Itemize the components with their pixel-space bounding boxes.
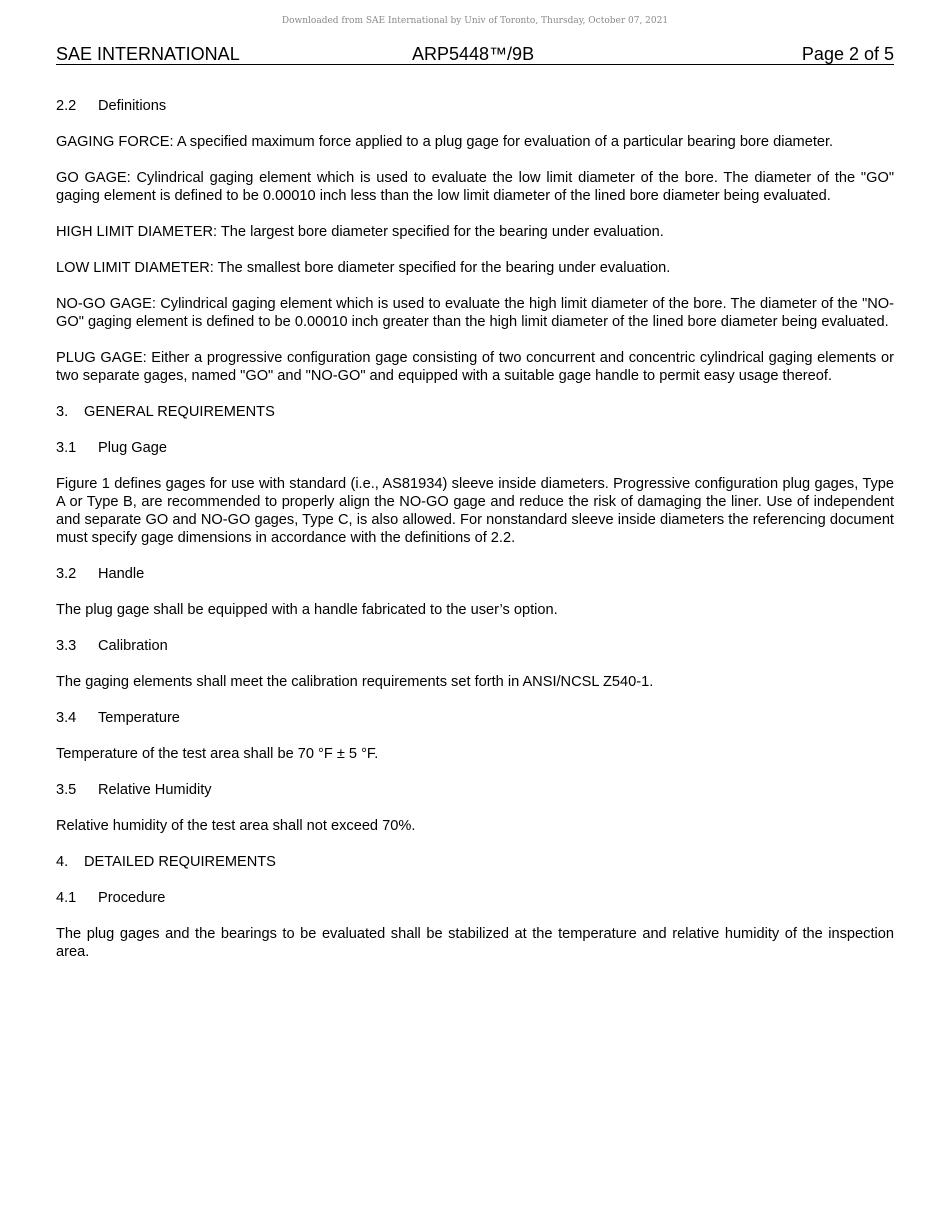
section-heading-4: [56, 853, 894, 871]
section-heading-3-2: [56, 565, 894, 583]
section-3-2-text: The plug gage shall be equipped with a handle fabricated to the user’s option.: [56, 602, 558, 618]
section-title: Plug Gage: [98, 440, 167, 456]
download-watermark: Downloaded from SAE International by Univ of Toronto, Thursday, October 07, 2021: [281, 16, 669, 26]
section-number: 3.: [56, 404, 69, 420]
section-number: 3.4: [56, 710, 77, 726]
header-page-number: Page 2 of 5: [801, 44, 894, 64]
definition-high-limit-diameter: HIGH LIMIT DIAMETER: The largest bore diameter specified for the bearing under evaluation.: [56, 224, 664, 240]
section-heading-3-5: [56, 781, 894, 799]
section-title: Temperature: [98, 710, 180, 726]
section-heading-3-1: [56, 439, 894, 457]
section-title: DETAILED REQUIREMENTS: [84, 854, 276, 870]
section-number: 3.5: [56, 782, 77, 798]
section-title: Procedure: [98, 890, 166, 906]
document-body: [56, 97, 894, 979]
section-number: 3.2: [56, 566, 77, 582]
section-3-4-text: Temperature of the test area shall be 70 °F ± 5 °F.: [56, 746, 379, 762]
section-number: 4.1: [56, 890, 77, 906]
section-heading-2-2: [56, 97, 894, 115]
section-heading-3-4: [56, 709, 894, 727]
section-title: Relative Humidity: [98, 782, 212, 798]
section-title: Handle: [98, 566, 145, 582]
section-number: 2.2: [56, 98, 77, 114]
definition-low-limit-diameter: LOW LIMIT DIAMETER: The smallest bore diameter specified for the bearing under evaluation.: [56, 260, 671, 276]
definition-go-gage: GO GAGE: Cylindrical gaging element which is used to evaluate the low limit diameter of the bore. The diameter of the "GO" gaging element is defined to be 0.00010 inch less than the low limit diameter of the lined bore diameter being evaluated.: [56, 170, 894, 204]
section-heading-4-1: [56, 889, 894, 907]
header-doc-id: ARP5448™/9B: [412, 44, 535, 64]
header-org: SAE INTERNATIONAL: [56, 44, 240, 64]
section-number: 3.3: [56, 638, 77, 654]
section-title: GENERAL REQUIREMENTS: [84, 404, 275, 420]
definition-no-go-gage: NO-GO GAGE: Cylindrical gaging element which is used to evaluate the high limit diameter of the bore. The diameter of the "NO-GO" gaging element is defined to be 0.00010 inch greater than the high limit diameter of the lined bore diameter being evaluated.: [56, 296, 894, 330]
section-4-1-text: The plug gages and the bearings to be evaluated shall be stabilized at the temperature and relative humidity of the inspection area.: [56, 926, 894, 960]
definition-gaging-force: GAGING FORCE: A specified maximum force applied to a plug gage for evaluation of a particular bearing bore diameter.: [56, 134, 834, 150]
section-number: 4.: [56, 854, 69, 870]
section-3-5-text: Relative humidity of the test area shall not exceed 70%.: [56, 818, 416, 834]
section-3-3-text: The gaging elements shall meet the calibration requirements set forth in ANSI/NCSL Z540-1.: [56, 674, 654, 690]
section-heading-3-3: [56, 637, 894, 655]
section-title: Calibration: [98, 638, 168, 654]
section-heading-3: [56, 403, 894, 421]
section-3-1-text: Figure 1 defines gages for use with standard (i.e., AS81934) sleeve inside diameters. Progressive configuration plug gages, Type A or Type B, are recommended to properly align the NO-GO gage and reduce the risk of damaging the liner. Use of independent and separate GO and NO-GO gages, Type C, is also allowed. For nonstandard sleeve inside diameters the referencing document must specify gage dimensions in accordance with the definitions of 2.2.: [56, 476, 894, 546]
section-title: Definitions: [98, 98, 167, 114]
page-header: [56, 44, 894, 65]
definition-plug-gage: PLUG GAGE: Either a progressive configuration gage consisting of two concurrent and concentric cylindrical gaging elements or two separate gages, named "GO" and "NO-GO" and equipped with a suitable gage handle to permit easy usage thereof.: [56, 350, 894, 384]
section-number: 3.1: [56, 440, 77, 456]
